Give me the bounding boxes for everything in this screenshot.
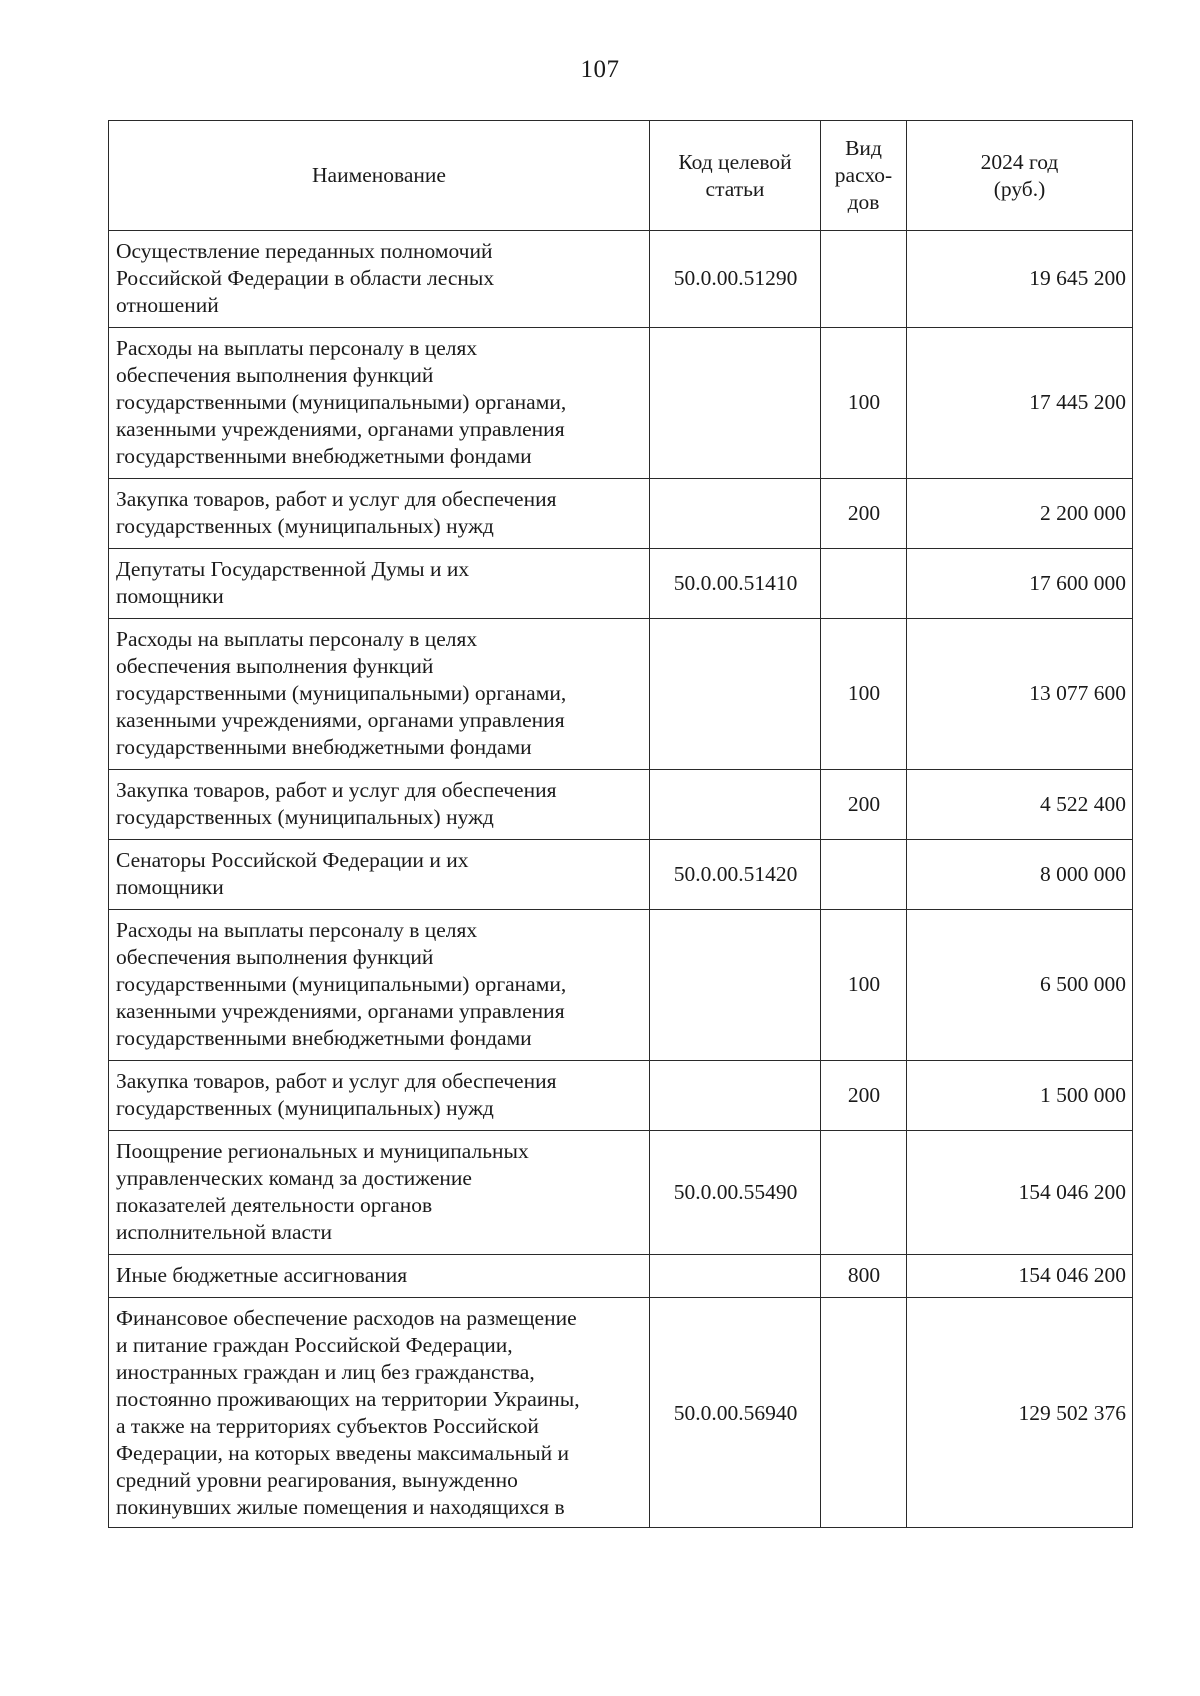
table-row — [109, 1131, 1133, 1255]
cell-code — [650, 1255, 821, 1298]
table-row — [109, 770, 1133, 840]
table-row — [109, 479, 1133, 549]
table-row — [109, 619, 1133, 770]
cell-name: Сенаторы Российской Федерации и их помощники — [109, 840, 650, 910]
cell-name: Расходы на выплаты персоналу в целях обеспечения выполнения функций государственными (муниципальными) органами, казенными учреждениями, органами управления государственными внебюджетными фондами — [109, 910, 650, 1061]
cell-kind: 200 — [821, 479, 907, 549]
cell-amount: 17 600 000 — [907, 549, 1133, 619]
cell-kind: 100 — [821, 328, 907, 479]
table-row — [109, 840, 1133, 910]
cell-code — [650, 910, 821, 1061]
cell-kind — [821, 840, 907, 910]
cell-kind — [821, 1298, 907, 1528]
cell-kind: 100 — [821, 910, 907, 1061]
header-kind: Вид расхо- дов — [821, 121, 907, 231]
cell-kind — [821, 1131, 907, 1255]
cell-name: Депутаты Государственной Думы и их помощники — [109, 549, 650, 619]
cell-name: Закупка товаров, работ и услуг для обеспечения государственных (муниципальных) нужд — [109, 1061, 650, 1131]
cell-code: 50.0.00.55490 — [650, 1131, 821, 1255]
table-row — [109, 328, 1133, 479]
cell-kind — [821, 549, 907, 619]
cell-amount: 129 502 376 — [907, 1298, 1133, 1528]
table-row — [109, 1255, 1133, 1298]
cell-amount: 1 500 000 — [907, 1061, 1133, 1131]
cell-name: Расходы на выплаты персоналу в целях обеспечения выполнения функций государственными (муниципальными) органами, казенными учреждениями, органами управления государственными внебюджетными фондами — [109, 328, 650, 479]
cell-code — [650, 1061, 821, 1131]
cell-name: Поощрение региональных и муниципальных управленческих команд за достижение показателей деятельности органов исполнительной власти — [109, 1131, 650, 1255]
table-row — [109, 910, 1133, 1061]
cell-name: Иные бюджетные ассигнования — [109, 1255, 650, 1298]
cell-amount: 6 500 000 — [907, 910, 1133, 1061]
cell-kind: 200 — [821, 770, 907, 840]
table-header-row — [109, 121, 1133, 231]
cell-amount: 4 522 400 — [907, 770, 1133, 840]
cell-kind: 800 — [821, 1255, 907, 1298]
table-row — [109, 549, 1133, 619]
cell-code — [650, 619, 821, 770]
budget-table — [108, 120, 1133, 1528]
cell-kind — [821, 231, 907, 328]
cell-amount: 13 077 600 — [907, 619, 1133, 770]
cell-name: Осуществление переданных полномочий Российской Федерации в области лесных отношений — [109, 231, 650, 328]
cell-name: Финансовое обеспечение расходов на размещение и питание граждан Российской Федерации, иностранных граждан и лиц без гражданства, постоянно проживающих на территории Украины, а также на территориях субъектов Российской Федерации, на которых введены максимальный и средний уровни реагирования, вынужденно покинувших жилые помещения и находящихся в — [109, 1298, 650, 1528]
cell-amount: 17 445 200 — [907, 328, 1133, 479]
table-row — [109, 1298, 1133, 1528]
cell-code — [650, 479, 821, 549]
cell-amount: 8 000 000 — [907, 840, 1133, 910]
cell-kind: 200 — [821, 1061, 907, 1131]
cell-code: 50.0.00.51290 — [650, 231, 821, 328]
cell-name: Закупка товаров, работ и услуг для обеспечения государственных (муниципальных) нужд — [109, 479, 650, 549]
cell-name: Закупка товаров, работ и услуг для обеспечения государственных (муниципальных) нужд — [109, 770, 650, 840]
header-amount: 2024 год (руб.) — [907, 121, 1133, 231]
cell-code: 50.0.00.56940 — [650, 1298, 821, 1528]
cell-amount: 2 200 000 — [907, 479, 1133, 549]
cell-code — [650, 328, 821, 479]
cell-name: Расходы на выплаты персоналу в целях обеспечения выполнения функций государственными (муниципальными) органами, казенными учреждениями, органами управления государственными внебюджетными фондами — [109, 619, 650, 770]
cell-kind: 100 — [821, 619, 907, 770]
cell-amount: 19 645 200 — [907, 231, 1133, 328]
header-code: Код целевой статьи — [650, 121, 821, 231]
cell-amount: 154 046 200 — [907, 1255, 1133, 1298]
cell-amount: 154 046 200 — [907, 1131, 1133, 1255]
header-name: Наименование — [109, 121, 650, 231]
cell-code: 50.0.00.51410 — [650, 549, 821, 619]
cell-code — [650, 770, 821, 840]
table-row — [109, 231, 1133, 328]
cell-code: 50.0.00.51420 — [650, 840, 821, 910]
page-number: 107 — [580, 56, 620, 83]
table-row — [109, 1061, 1133, 1131]
